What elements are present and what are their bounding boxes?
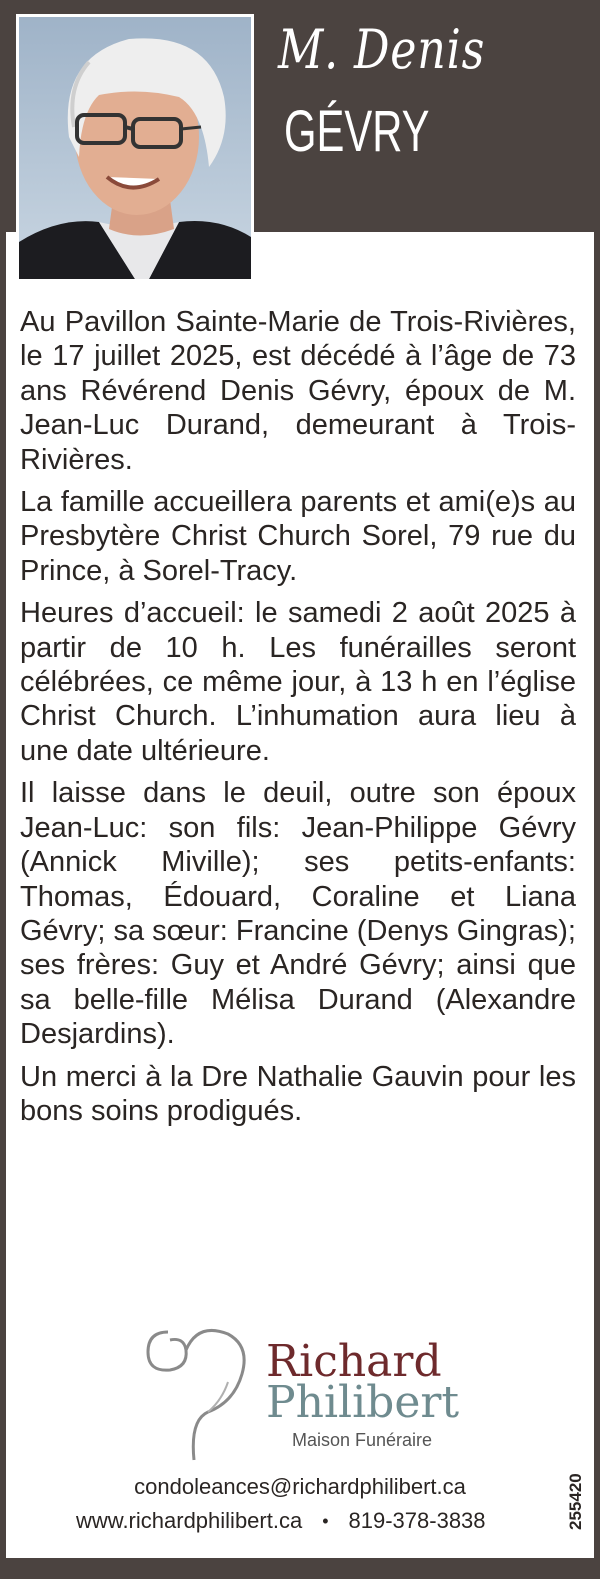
funeral-home-logo-icon [138, 1312, 256, 1462]
deceased-last-name: GÉVRY [284, 99, 430, 164]
phone-number[interactable]: 819-378-3838 [348, 1508, 486, 1533]
portrait-icon [19, 17, 251, 279]
paragraph-visitation-hours: Heures d’accueil: le samedi 2 août 2025 à partir de 10 h. Les funérailles seront célébrées, ce même jour, à 13 h en l’église Christ Church. L’inhumation aura lieu à une date ultérieure. [20, 597, 576, 767]
logo-name-richard: Richard [266, 1336, 442, 1387]
website-link[interactable]: www.richardphilibert.ca [76, 1508, 303, 1533]
obituary-body [20, 305, 576, 1136]
paragraph-thanks: Un merci à la Dre Nathalie Gauvin pour les bons soins prodigués. [20, 1060, 576, 1127]
portrait-photo [16, 14, 254, 282]
contact-line [76, 1508, 486, 1534]
logo-tagline: Maison Funéraire [292, 1430, 433, 1450]
paragraph-visitation-place: La famille accueillera parents et ami(e)s au Presbytère Christ Church Sorel, 79 rue du Prince, à Sorel-Tracy. [20, 486, 576, 587]
contact-email-link[interactable]: condoleances@richardphilibert.ca [134, 1474, 466, 1499]
reference-number: 255420 [566, 1473, 585, 1530]
deceased-first-name: M. Denis [278, 18, 486, 81]
paragraph-survivors: Il laisse dans le deuil, outre son époux Jean-Luc: son fils: Jean-Philippe Gévry (Annick Miville); ses petits-enfants: Thomas, Édouard, Coraline et Liana Gévry; sa sœur: Francine (Denys Gingras); ses frères: Guy et André Gévry; ainsi que sa belle-fille Mélisa Durand (Alexandre Desjardins). [20, 777, 576, 1051]
paragraph-death-notice: Au Pavillon Sainte-Marie de Trois-Rivières, le 17 juillet 2025, est décédé à l’âge de 73 ans Révérend Denis Gévry, époux de M. Jean-Luc Durand, demeurant à Trois-Rivières. [20, 306, 576, 476]
bullet-separator: • [322, 1510, 329, 1531]
logo-name-philibert: Philibert [266, 1377, 460, 1428]
